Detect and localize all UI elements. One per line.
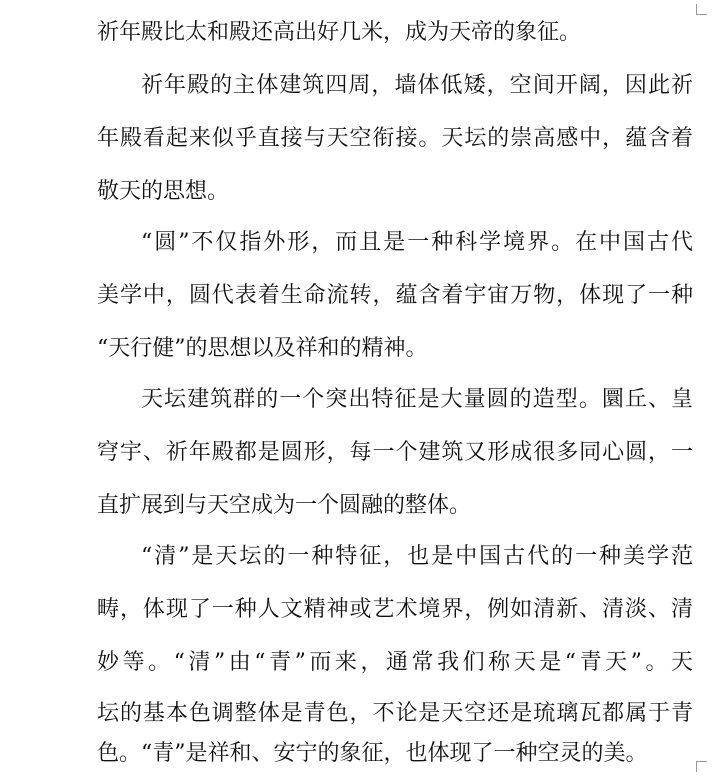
paragraph-4-line-1: 天坛建筑群的一个突出特征是大量圆的造型。圜丘、皇 — [141, 387, 693, 412]
paragraph-2-line-3: 敬天的思想。 — [97, 179, 230, 204]
paragraph-1-line-1: 祈年殿比太和殿还高出好几米，成为天帝的象征。 — [97, 20, 582, 45]
paragraph-4-line-2: 穹宇、祈年殿都是圆形，每一个建筑又形成很多同心圆，一 — [97, 440, 693, 465]
paragraph-5-line-1: “清”是天坛的一种特征，也是中国古代的一种美学范 — [141, 544, 693, 569]
paragraph-3-line-2: 美学中，圆代表着生命流转，蕴含着宇宙万物，体现了一种 — [97, 283, 693, 308]
paragraph-4-line-3: 直扩展到与天空成为一个圆融的整体。 — [97, 493, 472, 518]
paragraph-2-line-1: 祈年殿的主体建筑四周，墙体低矮，空间开阔，因此祈 — [141, 73, 693, 98]
paragraph-2-line-2: 年殿看起来似乎直接与天空衔接。天坛的崇高感中，蕴含着 — [97, 126, 693, 151]
paragraph-5-line-5: 色。“青”是祥和、安宁的象征，也体现了一种空灵的美。 — [97, 741, 648, 766]
paragraph-3-line-3: “天行健”的思想以及祥和的精神。 — [97, 336, 428, 361]
paragraph-3-line-1: “圆”不仅指外形，而且是一种科学境界。在中国古代 — [141, 230, 693, 255]
page-corner-mark-top — [696, 4, 707, 15]
page-corner-mark-bottom — [696, 761, 707, 772]
paragraph-5-line-4: 坛的基本色调整体是青色，不论是天空还是琉璃瓦都属于青 — [97, 701, 693, 726]
paragraph-5-line-2: 畴，体现了一种人文精神或艺术境界，例如清新、清淡、清 — [97, 597, 693, 622]
paragraph-5-line-3: 妙等。“清”由“青”而来，通常我们称天是“青天”。天 — [97, 650, 693, 675]
